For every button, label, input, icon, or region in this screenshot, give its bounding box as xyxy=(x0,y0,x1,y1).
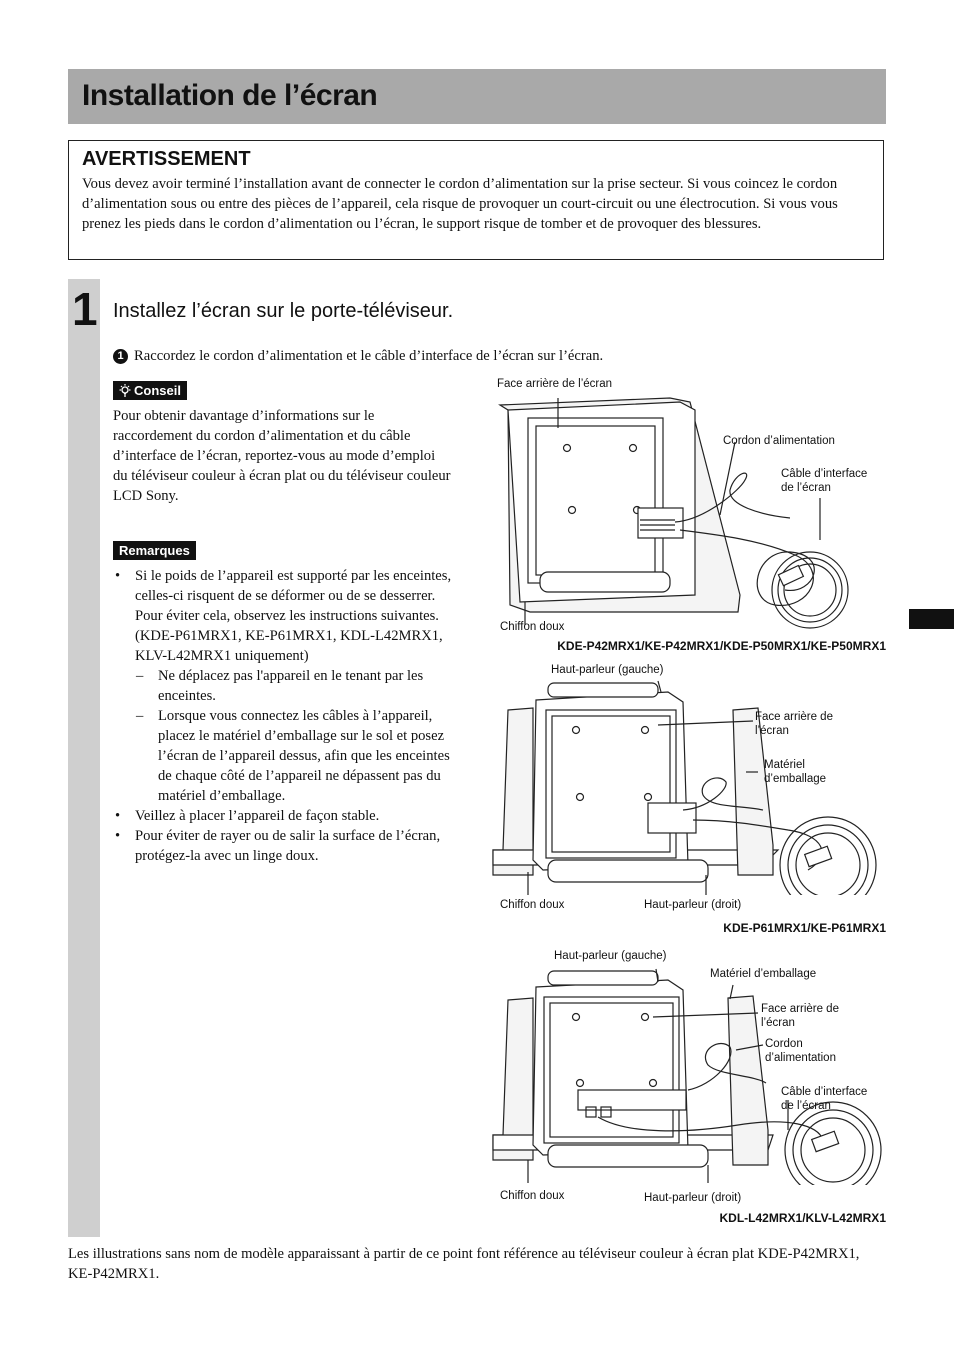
fig1-caption: KDE-P42MRX1/KE-P42MRX1/KDE-P50MRX1/KE-P50MRX1 xyxy=(557,639,886,653)
fig3-label-speaker-left: Haut-parleur (gauche) xyxy=(554,950,667,962)
tip-text: Pour obtenir davantage d’informations sur le raccordement du cordon d’alimentation et du câble d’interface de l’écran, reportez-vous au mode d’emploi du téléviseur couleur à écran plat ou du téléviseur couleur LCD Sony. xyxy=(113,408,451,504)
fig1-label-cloth: Chiffon doux xyxy=(500,621,565,633)
step-sidebar xyxy=(68,279,100,1237)
fig1-label-power: Cordon d’alimentation xyxy=(723,435,835,447)
notes-badge: Remarques xyxy=(113,541,196,560)
note-item: • Pour éviter de rayer ou de salir la surface de l’écran, protégez-la avec un linge doux. xyxy=(113,826,458,866)
fig3-label-back-1: Face arrière de xyxy=(761,1003,839,1015)
substep xyxy=(113,348,603,365)
fig2-label-packing-1: Matériel xyxy=(764,759,805,771)
step-number: 1 xyxy=(72,283,98,335)
fig2-label-packing-2: d’emballage xyxy=(764,773,827,785)
lightbulb-icon xyxy=(119,384,131,397)
fig3-label-packing: Matériel d’emballage xyxy=(710,968,817,980)
fig3-label-power-2: d’alimentation xyxy=(765,1052,836,1064)
figure-1-illustration xyxy=(490,380,890,635)
tip-label: Conseil xyxy=(134,383,181,398)
fig3-label-interface-2: de l’écran xyxy=(781,1100,831,1112)
fig3-label-cloth: Chiffon doux xyxy=(500,1190,565,1202)
note-subitem: – Ne déplacez pas l'appareil en le tenant par les enceintes. xyxy=(113,666,458,706)
note-item: • Si le poids de l’appareil est supporté par les enceintes, celles-ci risquent de se déformer ou de se desserrer. Pour éviter cela, observez les instructions suivantes. (KDE-P61MRX1, KE-P61MRX1, KDL-L42MRX1, KLV-L42MRX1 uniquement) xyxy=(113,566,458,666)
fig2-label-speaker-left: Haut-parleur (gauche) xyxy=(551,664,664,676)
fig2-label-back-2: l’écran xyxy=(755,725,789,737)
fig2-label-back-1: Face arrière de xyxy=(755,711,833,723)
warning-text: Vous devez avoir terminé l’installation avant de connecter le cordon d’alimentation sur la prise secteur. Si vous coincez le cordon d’alimentation sous ou entre des pièces de l’appareil, cela risque de provoquer un court-circuit ou une électrocution. Si vous vous prenez les pieds dans le cordon d’alimentation ou l’écran, le support risque de tomber et de provoquer des blessures. xyxy=(82,176,838,232)
fig3-label-interface-1: Câble d’interface xyxy=(781,1086,868,1098)
title-bar xyxy=(68,69,886,124)
fig3-label-speaker-right: Haut-parleur (droit) xyxy=(644,1192,742,1204)
tip-badge xyxy=(113,381,187,400)
step-heading: Installez l’écran sur le porte-téléviseur. xyxy=(113,300,454,322)
fig2-caption: KDE-P61MRX1/KE-P61MRX1 xyxy=(723,921,886,935)
page-title: Installation de l’écran xyxy=(82,79,378,112)
fig2-label-cloth: Chiffon doux xyxy=(500,899,565,911)
note-subitem: – Lorsque vous connectez les câbles à l’appareil, placez le matériel d’emballage sur le sol et posez l’écran de l’appareil dessus, afin que les enceintes de chaque côté de l’appareil ne dépassent pas du matériel d’emballage. xyxy=(113,706,458,806)
substep-text: Raccordez le cordon d’alimentation et le câble d’interface de l’écran sur l’écran. xyxy=(134,348,604,364)
section-tab-marker xyxy=(909,609,954,629)
notes-list xyxy=(113,566,458,866)
figure-3-illustration xyxy=(488,965,888,1185)
fig3-caption: KDL-L42MRX1/KLV-L42MRX1 xyxy=(719,1211,886,1225)
fig1-label-interface-2: de l’écran xyxy=(781,482,831,494)
note-item: • Veillez à placer l’appareil de façon stable. xyxy=(113,806,458,826)
warning-heading: AVERTISSEMENT xyxy=(82,148,251,170)
fig1-label-interface-1: Câble d’interface xyxy=(781,468,868,480)
fig3-label-power-1: Cordon xyxy=(765,1038,803,1050)
fig2-label-speaker-right: Haut-parleur (droit) xyxy=(644,899,742,911)
fig3-label-back-2: l’écran xyxy=(761,1017,795,1029)
warning-box xyxy=(68,140,884,260)
substep-marker: 1 xyxy=(113,349,128,364)
footer-note: Les illustrations sans nom de modèle apparaissant à partir de ce point font référence au téléviseur couleur à écran plat KDE-P42MRX1, KE-P42MRX1. xyxy=(68,1246,860,1282)
fig1-label-back: Face arrière de l’écran xyxy=(497,378,613,390)
